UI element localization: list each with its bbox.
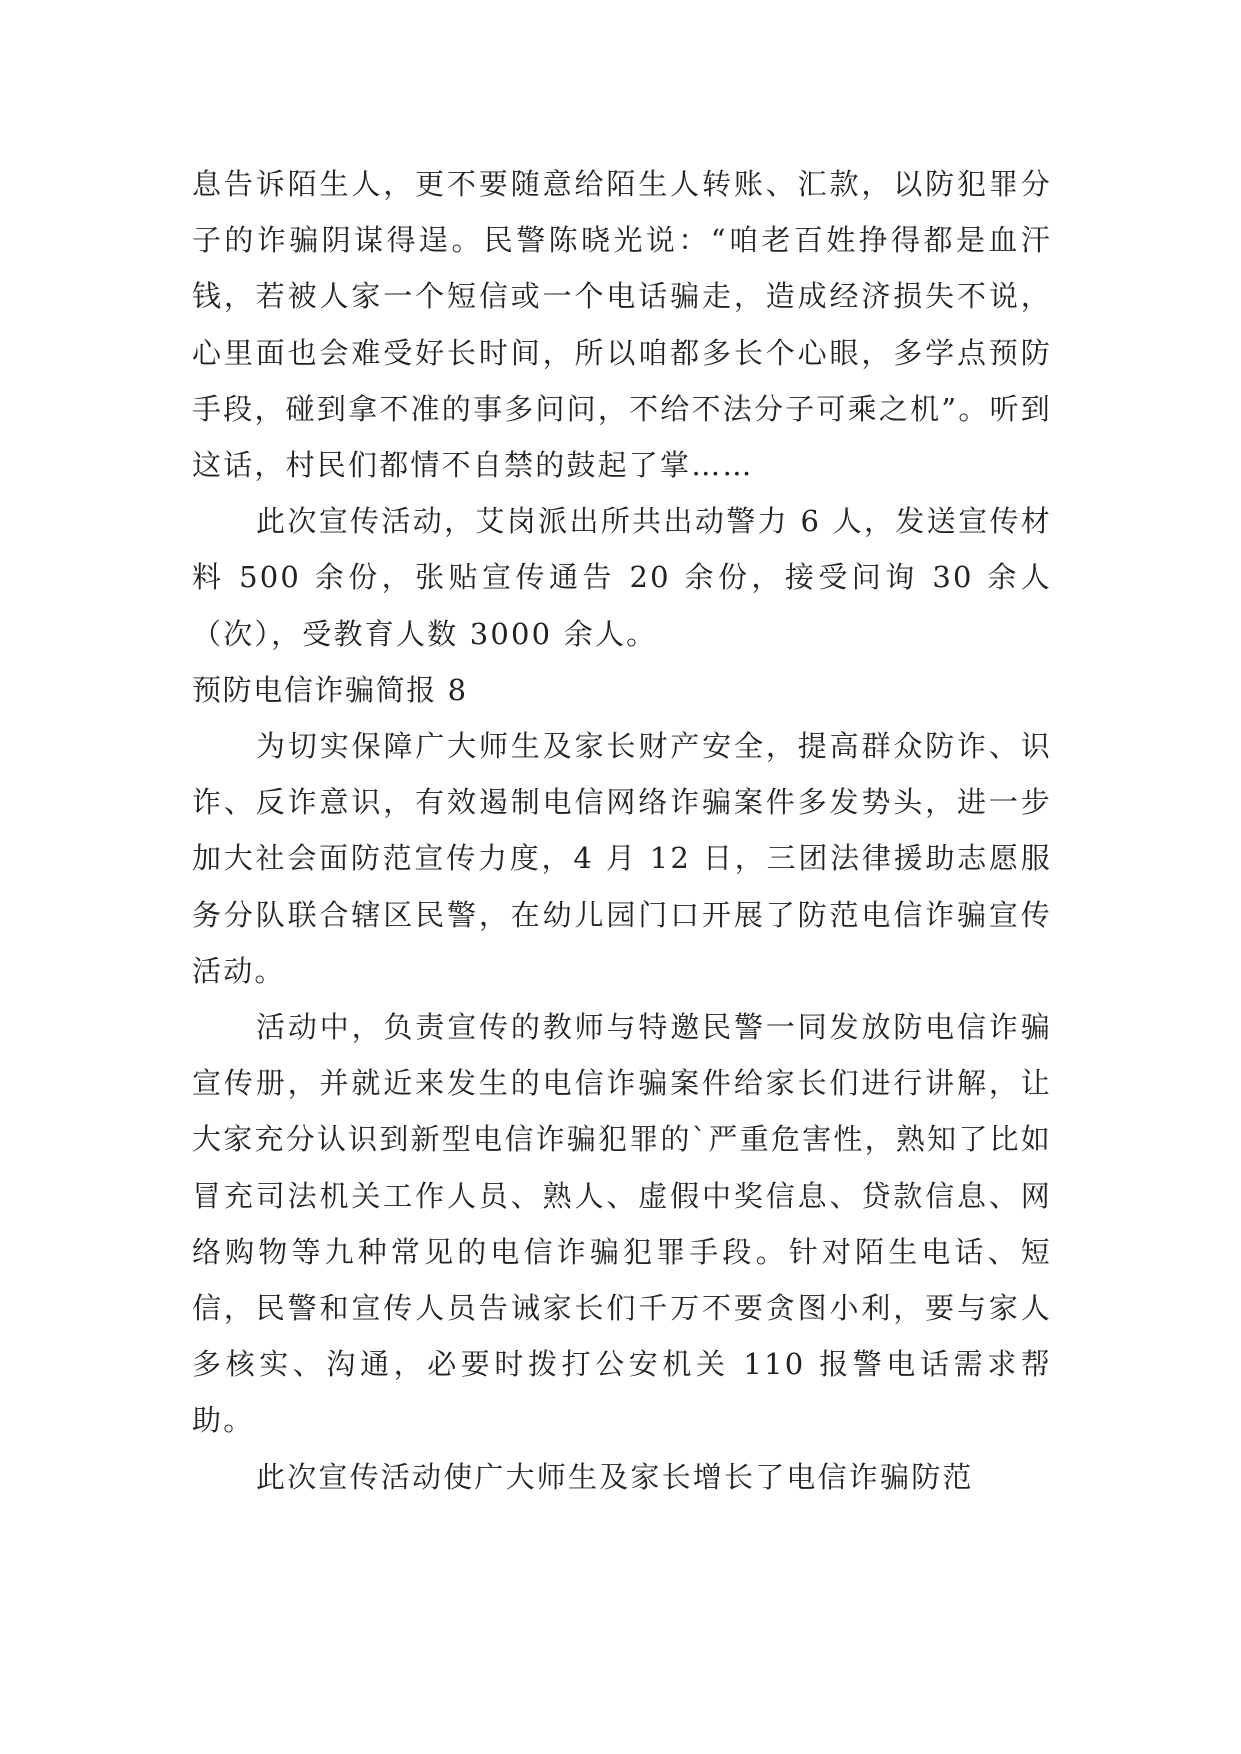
paragraph-activity-details: 活动中，负责宣传的教师与特邀民警一同发放防电信诈骗宣传册，并就近来发生的电信诈骗案件给家长们进行讲解，让大家充分认识到新型电信诈骗犯罪的`严重危害性，熟知了比如冒充司法机关工作人员、熟人、虚假中奖信息、贷款信息、网络购物等九种常见的电信诈骗犯罪手段。针对陌生电话、短信，民警和宣传人员告诫家长们千万不要贪图小利，要与家人多核实、沟通，必要时拨打公安机关 110 报警电话需求帮助。 — [192, 1010, 1052, 1438]
paragraph-result: 此次宣传活动使广大师生及家长增长了电信诈骗防范 — [256, 1459, 974, 1494]
paragraph-continued: 息告诉陌生人，更不要随意给陌生人转账、汇款，以防犯罪分子的诈骗阴谋得逞。民警陈晓光说：“咱老百姓挣得都是血汗钱，若被人家一个短信或一个电话骗走，造成经济损失不说，心里面也会难受好长时间，所以咱都多长个心眼，多学点预防手段，碰到拿不准的事多问问，不给不法分子可乘之机”。听到这话，村民们都情不自禁的鼓起了掌…… — [192, 167, 1052, 483]
document-body — [192, 156, 1052, 1505]
section-heading: 预防电信诈骗简报 8 — [192, 672, 468, 707]
paragraph-intro: 为切实保障广大师生及家长财产安全，提高群众防诈、识诈、反诈意识，有效遏制电信网络诈骗案件多发势头，进一步加大社会面防范宣传力度，4 月 12 日，三团法律援助志愿服务分队联合辖区民警，在幼儿园门口开展了防范电信诈骗宣传活动。 — [192, 729, 1052, 988]
paragraph-activity-summary: 此次宣传活动，艾岗派出所共出动警力 6 人，发送宣传材料 500 余份，张贴宣传通告 20 余份，接受问询 30 余人（次），受教育人数 3000 余人。 — [192, 504, 1052, 651]
